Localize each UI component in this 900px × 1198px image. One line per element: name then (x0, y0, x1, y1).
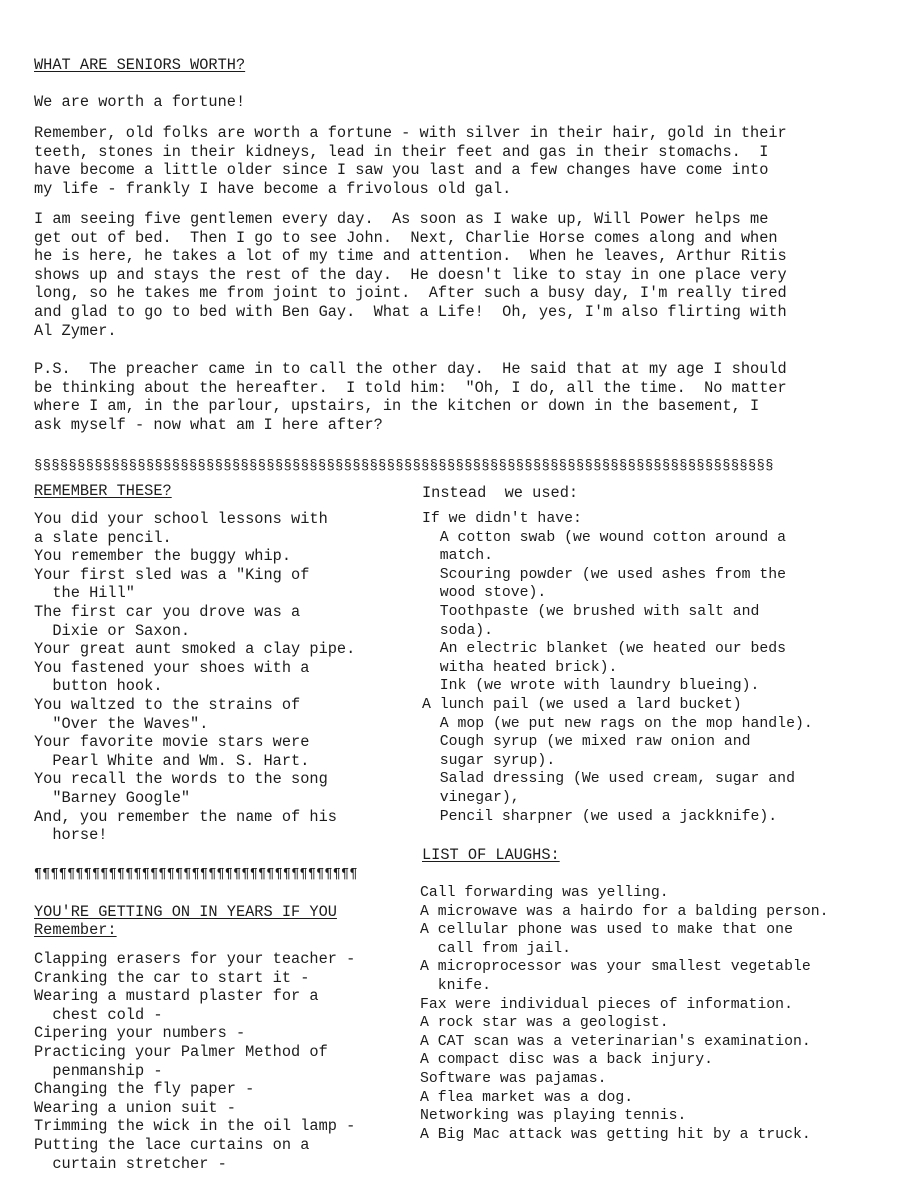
list-item: Clapping erasers for your teacher - (34, 950, 356, 968)
list-item: "Over the Waves". (34, 714, 209, 733)
text-line: ask myself - now what am I here after? (34, 415, 383, 434)
list-item: Software was pajamas. (420, 1070, 607, 1087)
text-line: P.S. The preacher came in to call the other day. He said that at my age I should (34, 360, 787, 378)
list-item: If we didn't have: (422, 511, 582, 527)
section-rule-divider: §§§§§§§§§§§§§§§§§§§§§§§§§§§§§§§§§§§§§§§§§§§§§§§§§§§§§§§§§§§§§§§§§§§§§§§§§§§§§§§§§§§§§§ (34, 458, 774, 474)
years-title: YOU'RE GETTING ON IN YEARS IF YOU (34, 903, 337, 921)
list-item: A rock star was a geologist. (420, 1015, 669, 1032)
text-line: I am seeing five gentlemen every day. As soon as I wake up, Will Power helps me (34, 210, 769, 228)
list-item: A microwave was a hairdo for a balding person. (420, 903, 829, 920)
years-list (34, 950, 355, 1173)
list-item: Your first sled was a "King of (34, 565, 310, 584)
list-item: Practicing your Palmer Method of (34, 1042, 328, 1061)
text-line: have become a little older since I saw you last and a few changes have come into (34, 161, 769, 180)
list-item: A microprocessor was your smallest vegetable (420, 959, 811, 976)
list-item: A lunch pail (we used a lard bucket) (422, 696, 742, 713)
text-line: long, so he takes me from joint to joint. After such a busy day, I'm really tired (34, 284, 787, 303)
list-item: curtain stretcher - (34, 1154, 227, 1173)
list-item: the Hill" (34, 584, 135, 603)
list-item: vinegar), (422, 789, 520, 806)
list-item: A Big Mac attack was getting hit by a truck. (420, 1126, 811, 1143)
instead-list (422, 510, 813, 826)
text-line: he is here, he takes a lot of my time and attention. When he leaves, Arthur Ritis (34, 247, 787, 266)
laughs-title: LIST OF LAUGHS: (422, 846, 560, 864)
list-item: Ink (we wrote with laundry blueing). (422, 678, 760, 695)
list-item: button hook. (34, 677, 163, 696)
list-item: A mop (we put new rags on the mop handle). (422, 715, 813, 732)
seniors-paragraph-2 (34, 210, 787, 340)
list-item: match. (422, 548, 494, 565)
seniors-intro: We are worth a fortune! (34, 93, 246, 111)
list-item: Networking was playing tennis. (420, 1108, 687, 1125)
list-item: Your great aunt smoked a clay pipe. (34, 640, 356, 659)
list-item: You waltzed to the strains of (34, 695, 301, 714)
list-item: Trimming the wick in the oil lamp - (34, 1117, 356, 1136)
list-item: Call forwarding was yelling. (420, 885, 669, 901)
list-item: horse! (34, 826, 108, 845)
list-item: penmanship - (34, 1061, 163, 1080)
list-item: Scouring powder (we used ashes from the (422, 566, 787, 583)
list-item: You recall the words to the song (34, 770, 328, 789)
text-line: and glad to go to bed with Ben Gay. What a Life! Oh, yes, I'm also flirting with (34, 302, 787, 321)
seniors-paragraph-1 (34, 124, 787, 198)
list-item: Dixie or Saxon. (34, 621, 191, 640)
list-item: "Barney Google" (34, 788, 191, 807)
list-item: A cotton swab (we wound cotton around a (422, 529, 787, 546)
years-subtitle: Remember: (34, 921, 117, 939)
list-item: sugar syrup). (422, 752, 556, 769)
instead-title: Instead we used: (422, 484, 579, 502)
text-line: shows up and stays the rest of the day. He doesn't like to stay in one place very (34, 265, 787, 284)
list-item: a slate pencil. (34, 528, 172, 547)
list-item: Fax were individual pieces of information. (420, 996, 793, 1013)
text-line: teeth, stones in their kidneys, lead in their feet and gas in their stomachs. I (34, 142, 769, 161)
seniors-postscript (34, 360, 787, 434)
list-item: Pearl White and Wm. S. Hart. (34, 751, 310, 770)
text-line: where I am, in the parlour, upstairs, in the kitchen or down in the basement, I (34, 397, 760, 416)
list-item: witha heated brick). (422, 659, 618, 676)
list-item: soda). (422, 622, 494, 639)
text-line: Al Zymer. (34, 321, 117, 340)
list-item: Cough syrup (we mixed raw onion and (422, 734, 751, 751)
list-item: An electric blanket (we heated our beds (422, 641, 787, 658)
list-item: Salad dressing (We used cream, sugar and (422, 771, 795, 788)
list-item: A compact disc was a back injury. (420, 1052, 714, 1069)
list-item: You did your school lessons with (34, 510, 328, 528)
list-item: Cranking the car to start it - (34, 968, 310, 987)
list-item: Wearing a mustard plaster for a (34, 987, 319, 1006)
list-item: Changing the fly paper - (34, 1080, 255, 1099)
seniors-title: WHAT ARE SENIORS WORTH? (34, 56, 246, 74)
list-item: You fastened your shoes with a (34, 658, 310, 677)
list-item: A CAT scan was a veterinarian's examination. (420, 1033, 811, 1050)
remember-list (34, 510, 355, 845)
list-item: And, you remember the name of his (34, 807, 337, 826)
list-item: knife. (420, 977, 492, 994)
remember-title: REMEMBER THESE? (34, 482, 172, 500)
list-item: The first car you drove was a (34, 602, 301, 621)
text-line: be thinking about the hereafter. I told him: "Oh, I do, all the time. No matter (34, 378, 787, 397)
text-line: get out of bed. Then I go to see John. Next, Charlie Horse comes along and when (34, 228, 778, 247)
list-item: Cipering your numbers - (34, 1024, 246, 1043)
list-item: chest cold - (34, 1005, 163, 1024)
list-item: Wearing a union suit - (34, 1098, 236, 1117)
list-item: A cellular phone was used to make that one (420, 922, 793, 939)
list-item: Toothpaste (we brushed with salt and (422, 603, 760, 620)
list-item: call from jail. (420, 940, 571, 957)
list-item: A flea market was a dog. (420, 1089, 634, 1106)
list-item: Pencil sharpner (we used a jackknife). (422, 808, 778, 825)
list-item: Your favorite movie stars were (34, 733, 310, 752)
text-line: my life - frankly I have become a frivolous old gal. (34, 179, 512, 198)
text-line: Remember, old folks are worth a fortune - with silver in their hair, gold in their (34, 124, 787, 142)
list-item: You remember the buggy whip. (34, 547, 292, 566)
list-item: wood stove). (422, 585, 547, 602)
pilcrow-rule-divider: ¶¶¶¶¶¶¶¶¶¶¶¶¶¶¶¶¶¶¶¶¶¶¶¶¶¶¶¶¶¶¶¶¶¶¶¶¶¶¶ (34, 867, 358, 882)
list-item: Putting the lace curtains on a (34, 1135, 310, 1154)
laughs-list (420, 884, 828, 1144)
